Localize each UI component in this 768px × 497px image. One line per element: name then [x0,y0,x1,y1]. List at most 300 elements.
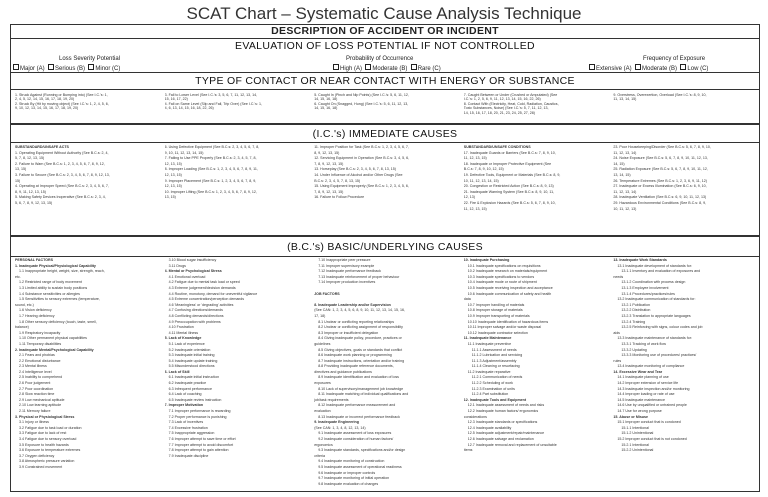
list-item: 1.4 Substance sensitivities or allergies [19,291,80,296]
list-item: 20. Congestion or Restricted Action (See B.C.s: 8, 9, 13) [463,184,554,189]
checkbox-icon[interactable] [88,64,94,70]
list-item: 9.4 Inadequate monitoring of construction [318,459,385,464]
list-item: 11.1.3 Adjustment/assembly [471,358,517,363]
list-item: 8.4 Giving inadequate policy, procedure, practices or [318,336,402,341]
list-item: 5.1 Lack of experience [168,341,205,346]
list-item: 9. Inadequate Engineering [314,420,359,425]
list-item: 1.3 Limited ability to sustain body positions [19,285,88,290]
list-item: 1.2 Restricted range of body movement [19,280,82,285]
loss-option-serious[interactable]: Serious (B) [48,66,85,72]
list-item: 11, 12, 13, 15) [463,156,487,161]
list-item: 5. Caught In (Pinch and Nip Points) (See I.C.'s: 5, 6, 11, 12, [314,93,409,97]
list-item: 11.1.1 Assessment of needs [471,347,517,352]
list-item: B.C.s: 2, 3, 4, 5, 7, 8, 13, 15) [314,178,361,183]
list-item: 7.1 Improper performance is rewarding [168,409,231,414]
probability-label: Probability of Occurrence [346,56,414,62]
list-item: 7.12 Inadequate performance feedback [318,269,381,274]
list-item: 1.5 Sensitivities to sensory extremes (temperature, [19,297,100,302]
list-item: 8.9 Inadequate identification and evaluation of loss [318,375,399,380]
list-item: 13.1.3 Employee involvement [621,285,669,290]
list-item: 2.3 Mental illness [19,364,47,369]
list-item: 15. Using Equipment Improperly (See B.C.s: 1, 2, 3, 4, 5, 6, [314,184,409,189]
list-item: 7, 8, 9, 12, 13, 15) [314,189,344,194]
list-item: 3.11 Drugs [168,263,186,268]
list-item: 8. Contact With (Electricity, Heat, Cold, Radiation, Caustics, [463,101,559,106]
checkbox-icon[interactable] [680,64,686,70]
list-item: (See CAN: 1, 2, 3, 4, 5, 6, 8, 9, 10, 11, 12, 13, 14, 15, 16, [314,308,406,313]
list-item: 8.6 Inadequate work planning or programming [318,353,392,358]
list-item: 4.5 Extreme concentration/perception demands [168,297,245,302]
list-item: 1.8 Other sensory deficiency (touch, taste, smell, [19,319,97,324]
checkbox-icon[interactable] [13,64,19,70]
checkbox-icon[interactable] [635,64,641,70]
list-item: 6.5 Inadequate review instruction [168,397,222,402]
list-item: 7, 8, 9, 12, 13, 15) [314,161,344,166]
list-item: 4. Fall on Same Level (Slip and Fall, Trip Over) (See I.C.'s: 1, [164,101,262,106]
list-item: 14.3 Inadequate inspection and/or monitoring [617,386,690,391]
checkbox-icon[interactable] [365,64,371,70]
list-item: data [463,297,471,302]
list-item: 10, 11, 12, 13) [613,206,637,211]
list-item: 14.7 Use for wrong purpose [617,409,662,414]
list-item: 7.13 Inadequate reinforcement of proper behaviour [318,274,400,279]
list-item: 9.7 Inadequate monitoring of initial operation [318,476,390,481]
list-item: 8.13 Inadequate or incorrect performance feedback [318,414,400,419]
list-item: 8.2 Unclear or conflicting assignment of responsibility [318,325,403,330]
list-item: 8, 9, 12, 13, 15) [314,150,340,155]
list-item: 10.5 Inadequate receiving inspection and acceptance [467,285,553,290]
list-item: 2.6 Poor judgement [19,381,51,386]
list-item: 2.2 Emotional disturbance [19,358,61,363]
list-item: 1.9 Respiratory incapacity [19,330,61,335]
list-item: 10.7 Improper handling of materials [467,302,525,307]
list-item: 11.1.2 Lubrication and servicing [471,353,523,358]
list-item: 4.7 Confusing directions/demands [168,308,223,313]
list-item: items [463,448,473,453]
list-item: 7.5 Inappropriate aggression [168,431,215,436]
list-item: 22. Fire & Explosion Hazards (See B.C.s: 5, 6, 7, 8, 9, 10, [463,200,556,205]
contact-column-5 [613,93,755,102]
list-item: 17, 18) [314,313,326,318]
list-item: balance) [15,325,29,330]
list-item: 13.1.2 Coordination with process design [621,280,686,285]
list-item: (See CAN: 1, 3, 4, 8, 12, 13, 14) [314,425,366,430]
list-item: 13.2.3 Translation to appropriate languages [621,313,691,318]
contact-column-3 [314,93,456,111]
checkbox-icon[interactable] [48,64,54,70]
list-item: 12.4 Inadequate availability [467,425,512,430]
loss-severity-options [13,64,120,72]
list-item: 2.7 Poor coordination [19,386,54,391]
list-item: 5.4 Inadequate update training [168,358,218,363]
list-item: 12.7 Inadequate removal and replacement of unsuitable [467,442,557,447]
list-item: 13.3 Inadequate maintenance of standards for: [617,336,692,341]
list-item: 21. Inadequate Warning System (See B.C.s: 8, 9, 10, 11, [463,189,555,194]
list-item: 7.14 Improper production incentives [318,280,376,285]
list-item: 10.6 Inadequate communication of safety and health [467,291,552,296]
contact-column-2 [165,93,307,111]
list-item: 11, 12, 13, 15) [463,206,487,211]
list-item: 9.3 Inadequate standards, specifications and/or design [318,448,406,453]
loss-option-major[interactable]: Major (A) [13,66,45,72]
list-item: 6.2 Inadequate practice [168,381,207,386]
immediate-column-5 [613,145,755,212]
list-item: 1. Inadequate Physical/Physiological Capability [15,263,96,268]
checkbox-icon[interactable] [589,64,595,70]
list-item: 11.1 Inadequate preventive [467,341,512,346]
list-item: 9.5 Inadequate assessment of operational readiness [318,464,402,469]
list-item: 14.5 Inadequate maintenance [617,397,665,402]
list-item: 7.8 Improper attempt to gain attention [168,448,229,453]
list-item: 7.11 Improper supervisory example [318,263,375,268]
list-item: 14, 15, 16, 18) [314,97,338,102]
checkbox-icon[interactable] [411,64,417,70]
list-item: 10. Improper Lifting (See B.C.s: 1, 2, 3, 4, 5, 6, 7, 8, 9, 12, [164,189,257,194]
list-item: 13.1.1 Inventory and evaluation of exposures and [621,269,701,274]
list-item: 15. Abuse or Misuse [613,414,649,419]
list-item: 4.6 'Meaningless' or 'degrading' activities [168,302,234,307]
list-item: 3.3 Fatigue due to lack of rest [19,431,67,436]
list-item: etc. [15,274,21,279]
list-item: 2.11 Memory failure [19,409,51,414]
immediate-causes-section [10,124,760,236]
probability-option-moderate[interactable]: Moderate (B) [365,66,407,72]
list-item: 14.1 Inadequate planning of use [617,375,669,380]
list-item: 15.1 Improper conduct that is condoned [617,420,681,425]
list-item: 5, 7, 8, 12, 13, 15) [15,156,45,161]
list-item: 11.2.3 Examination of units [471,386,515,391]
list-item: 9.6 Inadequate or improper controls [318,470,376,475]
basic-causes-section [10,236,760,492]
loss-option-minor[interactable]: Minor (C) [88,66,120,72]
list-item: 10.12 Inadequate contractor selection [467,330,528,335]
list-item: 10.1 Inadequate specifications on requisitions [467,263,541,268]
list-item: 12.2 Inadequate human factors/ ergonomics [467,409,539,414]
list-item: 7.2 Proper performance is punishing [168,414,227,419]
list-item: 7. Failing to Use PPE Properly (See B.C.s: 2, 3, 4, 5, 7, 8, [164,156,257,161]
basic-column-4 [464,258,606,454]
list-item: 5. Making Safety Devices Inoperative (See B.C.s: 2, 3, 4, [15,195,106,200]
list-item: 3.10 Blood sugar insufficiency [168,258,217,262]
list-item: 13.1.4 Procedures/practices/rules [621,291,675,296]
list-item: PERSONAL FACTORS [15,258,54,262]
list-item: 5. Lack of Knowledge [164,336,202,341]
list-item: 1. Struck Against (Running or Bumping into) (See I.C.'s: 1, [15,93,108,97]
probability-option-rare[interactable]: Rare (C) [411,66,441,72]
list-item: 13, 15) [164,195,176,200]
list-item: 14.2 Improper extension of service life [617,381,679,386]
list-item: ergonomics [314,442,333,447]
list-item: SUBSTANDARD/UNSAFE CONDITIONS [463,145,531,149]
list-item: 12.1 Inadequate assessment of needs and risks [467,403,545,408]
list-item: Toxic Substances, Noise) (See I.C.'s: 5, 7, 11, 12, 13, [463,106,549,111]
basic-column-3 [314,258,456,487]
list-item: 3. Fall to Lower Level (See I.C.'s: 3, 5, 6, 7, 11, 12, 13, 14, [164,93,258,97]
list-item: 7.4 Excessive frustration [168,425,208,430]
contact-section [10,72,760,124]
list-item: 8.11 Inadequate matching of individual qualifications and [318,392,409,397]
list-item: 9. Overstress, Overexertion, Overload (See I.C.'s: 8, 9, 10, [613,93,707,97]
list-item: 13.1 Inadequate development of standards for: [617,263,692,268]
list-item: directives and guidance publications [314,369,372,374]
list-item: aids [613,330,620,335]
list-item: 13.3.3 Monitoring use of procedures/ practices/ [621,353,697,358]
list-item: 12. Servicing Equipment in Operation (See B.C.s: 3, 4, 5, 6, [314,156,410,161]
list-item: 11.2.2 Scheduling of work [471,381,513,386]
list-item: 15.1.1 Intentional [621,425,649,430]
list-item: sound, etc.) [15,302,34,307]
list-item: 7.7 Improper attempt to avoid discomfort [168,442,234,447]
list-item: 15) [15,178,21,183]
list-item: 9, 10, 11, 12, 13, 14, 15) [164,150,204,155]
list-item: 6.3 Infrequent performance [168,386,212,391]
list-item: 10.3 Inadequate specifications to vendors [467,274,535,279]
list-item: 10. Inadequate Purchasing [463,258,510,262]
list-item: 6.1 Inadequate initial instruction [168,375,220,380]
list-item: guidelines [314,341,331,346]
list-item: 14, 15, 16, 17, 18, 20, 21, 23, 24, 25, 27, 28) [463,110,535,115]
list-item: 3.2 Fatigue due to task load or duration [19,425,82,430]
list-item: 7.9 Inadequate discipline [168,453,209,458]
list-item: 15.2 Improper conduct that is not condoned [617,437,687,441]
description-section [10,24,760,39]
list-item: 10, 11, 12, 13, 14, 15) [463,178,499,183]
list-item: 8.10 Lack of supervisory/management job knowledge [318,386,404,391]
basic-column-5 [613,258,755,454]
list-item: 8.1 Unclear or conflicting reporting relationships [318,319,395,324]
list-item: 4. Mental or Psychological Stress [164,269,222,274]
list-item: 14.6 Use by unqualified or untrained people [617,403,687,408]
list-item: 7.6 Improper attempt to save time or effort [168,437,236,441]
list-item: 4.4 Routine, monotony, demand for uneventful vigilance [168,291,258,296]
list-item: 23. Poor Housekeeping/Disorder (See B.C.s: 5, 6, 7, 8, 9, 10, [613,145,711,149]
list-item: 11. Inadequate Maintenance [463,336,512,341]
list-item: exposures [314,381,331,386]
list-item: 3.8 Atmospheric pressure variation [19,459,75,464]
list-item: 4.1 Emotional overload [168,274,206,279]
list-item: 5.5 Misunderstood directions [168,364,215,369]
list-item: 15.2.1 Intentional [621,442,649,447]
list-item: 13. Inadequate Work Standards [613,258,667,262]
list-item: 10.9 Improper transporting of materials [467,313,530,318]
frequency-option-low[interactable]: Low (C) [680,66,708,72]
list-item: 1.11 Temporary disabilities [19,341,62,346]
list-item: 5, 6, 7, 8, 9, 12, 13, 15) [15,200,53,205]
list-item: 7. Caught Between or Under (Crushed or Amputated) (See [463,93,558,97]
list-item: 2.1 Fears and phobias [19,353,55,358]
list-item: 12. Inadequate Tools and Equipment [463,397,527,402]
list-item: evaluation [314,409,331,414]
probability-options [333,64,441,72]
list-item: 3.7 Oxygen deficiency [19,453,55,458]
list-item: 3.9 Constrained movement [19,464,63,469]
loss-severity-label: Loss Severity Potential [59,56,121,62]
list-item: 12, 13, 15) [164,172,182,177]
list-item: 28. Inadequate Ventilation (See B.C.s: 6, 9, 10, 11, 12, 13) [613,195,707,200]
list-item: 13.2.2 Distribution [621,308,651,313]
list-item: 2, 4, 5, 12, 14, 15, 16, 17, 18, 19, 20) [15,97,75,102]
list-item: 19. Defective Tools, Equipment or Materials (See B.C.s: 8, 9, [463,172,561,177]
list-item: 13, 14, 15) [613,172,631,177]
list-item: 16. Failure to Follow Procedure [314,195,365,200]
list-item: 11.2 Inadequate reparative [467,369,511,374]
list-item: 12.5 Inadequate adjustment/repair/maintenance [467,431,545,436]
list-item: 13.4 Inadequate monitoring of compliance [617,364,685,369]
immediate-column-2 [165,145,307,201]
evaluation-section [10,38,760,73]
immediate-column-1 [15,145,157,207]
list-item: 11.2.1 Communication of needs [471,375,523,380]
list-item: rules [613,358,622,363]
list-item: JOB FACTORS [314,291,340,296]
list-item: 4. Operating at Improper Speed (See B.C.s: 2, 3, 4, 5, 6, 7, [15,184,109,189]
list-item: 3. Failure to Secure (See B.C.s: 2, 3, 4, 5, 6, 7, 8, 9, 12, 13, [15,172,110,177]
list-item: 14. Under Influence of Alcohol and/or Other Drugs (See [314,172,403,177]
list-item: 12, 13) [463,195,475,200]
frequency-options [589,64,708,72]
list-item: 13, 15) [15,167,27,172]
list-item: 9, 10, 12, 13, 14, 15, 16, 17, 18, 19, 20) [15,106,79,111]
contact-column-4 [464,93,606,115]
list-item: 7.3 Lack of incentives [168,420,204,425]
list-item: 11, 13, 14, 15) [613,97,637,102]
list-item: 7. Improper Motivation [164,403,204,408]
list-item: 29. Hazardous Environmental Conditions (See B.C.s: 8, 9, [613,200,707,205]
list-item: 10.11 Improper salvage and/or waste disposal [467,325,542,330]
list-item: job/task requirements [314,397,349,402]
evaluation-header: EVALUATION OF LOSS POTENTIAL IF NOT CONTROLLED [235,40,535,52]
list-item: needs [613,274,624,279]
list-item: 15.1.2 Unintentional [621,431,654,436]
list-item: 10.4 Inadequate mode or route of shipment [467,280,537,285]
list-item: 12.6 Inadequate salvage and reclamation [467,437,534,441]
list-item: 11.1.4 Cleaning or resurfacing [471,364,520,369]
list-item: 1.1 Inappropriate height, weight, size, strength, reach, [19,269,105,274]
list-item: 9.8 Inadequate evaluation of changes [318,481,379,486]
immediate-column-4 [464,145,606,212]
list-item: 11, 12, 13, 14) [613,189,637,194]
list-item: 10.2 Inadequate research on materials/equipment [467,269,548,274]
list-item: 1.6 Vision deficiency [19,308,52,313]
list-item: 1.7 Hearing deficiency [19,313,55,318]
list-item: 9.2 Inadequate consideration of human factors/ [318,437,394,441]
list-item: 18. Inadequate or Improper Protective Equipment (See [463,161,552,166]
list-item: 8. Inadequate Leadership and/or Supervision [314,302,391,307]
list-item: 8.5 Giving objectives, goals or standards that conflict [318,347,403,352]
list-item: 11. Improper Position for Task (See B.C.s: 1, 2, 3, 4, 5, 6, 7, [314,145,409,149]
list-item: 13. Horseplay (See B.C.s: 2, 3, 4, 5, 6, 7, 8, 13, 15) [314,167,396,172]
list-item: 2. Failure to Warn (See B.C.s: 1, 2, 3, 4, 5, 6, 7, 8, 9, 12, [15,161,105,166]
list-item: 3.5 Exposure to health hazards [19,442,69,447]
list-item: 8.8 Providing inadequate reference documents, [318,364,394,369]
contact-header: TYPE OF CONTACT OR NEAR CONTACT WITH ENERGY OR SUBSTANCE [195,75,575,87]
list-item: 12, 13, 15) [164,161,182,166]
contact-column-1 [15,93,157,111]
list-item: 13.2 Inadequate communication of standards for: [617,297,696,302]
list-item: 6. Lack of Skill [164,369,190,374]
list-item: 2.9 Low mechanical aptitude [19,397,65,402]
list-item: 8.7 Inadequate instructions, orientation and/or training [318,358,405,363]
list-item: 27. Inadequate or Excess Illumination (See B.C.s: 6, 9, 10, [613,184,707,189]
list-item: 1.10 Other permanent physical capabilities [19,336,87,341]
list-item: 3.6 Exposure to temperature extremes [19,448,81,453]
list-item: 11, 12, 13, 14) [613,150,637,155]
list-item: 11.2.4 Part substitution [471,392,509,397]
list-item: I.C.'s: 1, 2, 5, 6, 9, 11, 12, 13, 14, 15, 16, 22, 26) [463,97,541,102]
probability-option-high[interactable]: High (A) [333,66,362,72]
list-item: 13.2.4 Training [621,319,646,324]
list-item: 13.3.1 Tracking of work flow [621,341,666,346]
list-item: 2. Struck By (Hit by moving object) (See I.C.'s: 1, 2, 4, 5, 6, [15,101,109,106]
description-header: DESCRIPTION OF ACCIDENT OR INCIDENT [271,25,499,37]
list-item: 4.3 Extreme judgement/decision demands [168,285,236,290]
list-item: 2. Inadequate Mental/Psychological Capability [15,347,94,352]
list-item: 3. Physical or Physiological Stress [15,414,75,419]
list-item: 17. Inadequate Guards or Barriers (See B.C.s: 7, 8, 9, 10, [463,150,556,155]
list-item: 5.2 Inadequate orientation [168,347,211,352]
list-item: 8. Improper Loading (See B.C.s: 1, 2, 3, 4, 5, 6, 7, 8, 9, 11, [164,167,258,172]
list-item: 3.4 Fatigue due to sensory overload [19,437,77,441]
list-item: 4.2 Fatigue due to mental task load or speed [168,280,240,285]
list-item: 10.8 Improper storage of materials [467,308,523,313]
list-item: 6. Caught On (Snagged, Hung) (See I.C.'s: 5, 6, 11, 12, 13, [314,101,409,106]
list-item: 14, 15, 16, 18) [314,106,338,111]
immediate-column-3 [314,145,456,201]
list-item: 6.4 Lack of coaching [168,392,202,397]
list-item: 3.1 Injury or illness [19,420,49,425]
list-item: 25. Radiation Exposure (See B.C.s: 5, 6, 7, 8, 9, 10, 11, 12, [613,167,708,172]
list-item: 12.3 Inadequate standards or specifications [467,420,538,425]
list-item: 8, 9, 11, 12, 13, 15) [15,189,46,194]
list-item: considerations [463,414,487,419]
list-item: 26. Temperature Extremes (See B.C.s: 1, 2, 3, 6, 9, 11, 12) [613,178,707,183]
frequency-option-extensive[interactable]: Extensive (A) [589,66,632,72]
list-item: 12, 13, 15) [164,184,182,189]
list-item: 5.3 Inadequate initial training [168,353,215,358]
list-item: 4.11 Mental illness [168,330,199,335]
list-item: 4, 6, 13, 14, 15, 16, 18, 22, 26) [164,106,214,111]
list-item: 2.10 Low learning aptitude [19,403,62,408]
basic-column-2 [165,258,307,459]
list-item: B.C.s: 7, 8, 9, 10, 12, 15) [463,167,504,172]
list-item: 9.1 Inadequate assessment of loss exposures [318,431,392,436]
list-item: 14.4 Improper loading or rate of use [617,392,675,397]
list-item: 24. Noise Exposure (See B.C.s: 5, 6, 7, 8, 9, 10, 11, 12, 13, [613,156,708,161]
list-item: 10.10 Inadequate identification of hazardous items [467,319,549,324]
list-item: 14, 15) [613,161,625,166]
basic-causes-header: (B.C.'s) BASIC/UNDERLYING CAUSES [287,241,483,253]
list-item: 4.9 Preoccupation with problems [168,319,221,324]
list-item: 14. Excessive Wear and Tear [613,369,663,374]
checkbox-icon[interactable] [333,64,339,70]
immediate-causes-header: (I.C.'s) IMMEDIATE CAUSES [312,128,458,140]
page-title: SCAT Chart – Systematic Cause Analysis Technique [186,4,582,23]
list-item: 2.8 Slow reaction time [19,392,55,397]
list-item: 2.5 Inability to comprehend [19,375,63,380]
list-item: 15, 16, 17, 22) [164,97,188,102]
frequency-label: Frequency of Exposure [643,56,706,62]
frequency-option-moderate[interactable]: Moderate (B) [635,66,677,72]
list-item: criteria [314,453,325,458]
list-item: 8.12 Inadequate performance measurement and [318,403,396,408]
list-item: 13.2.5 Reinforcing with signs, colour codes and job [621,325,703,330]
list-item: SUBSTANDARD/UNSAFE ACTS [15,145,69,149]
list-item: 7.10 Inappropriate peer pressure [318,258,371,262]
list-item: 13.3.2 Updating [621,347,647,352]
list-item: 15.2.2 Unintentional [621,448,654,453]
list-item: 4.10 Frustration [168,325,194,330]
list-item: 9. Improper Placement (See B.C.s: 1, 2, 3, 4, 5, 6, 7, 8, 9, [164,178,257,183]
